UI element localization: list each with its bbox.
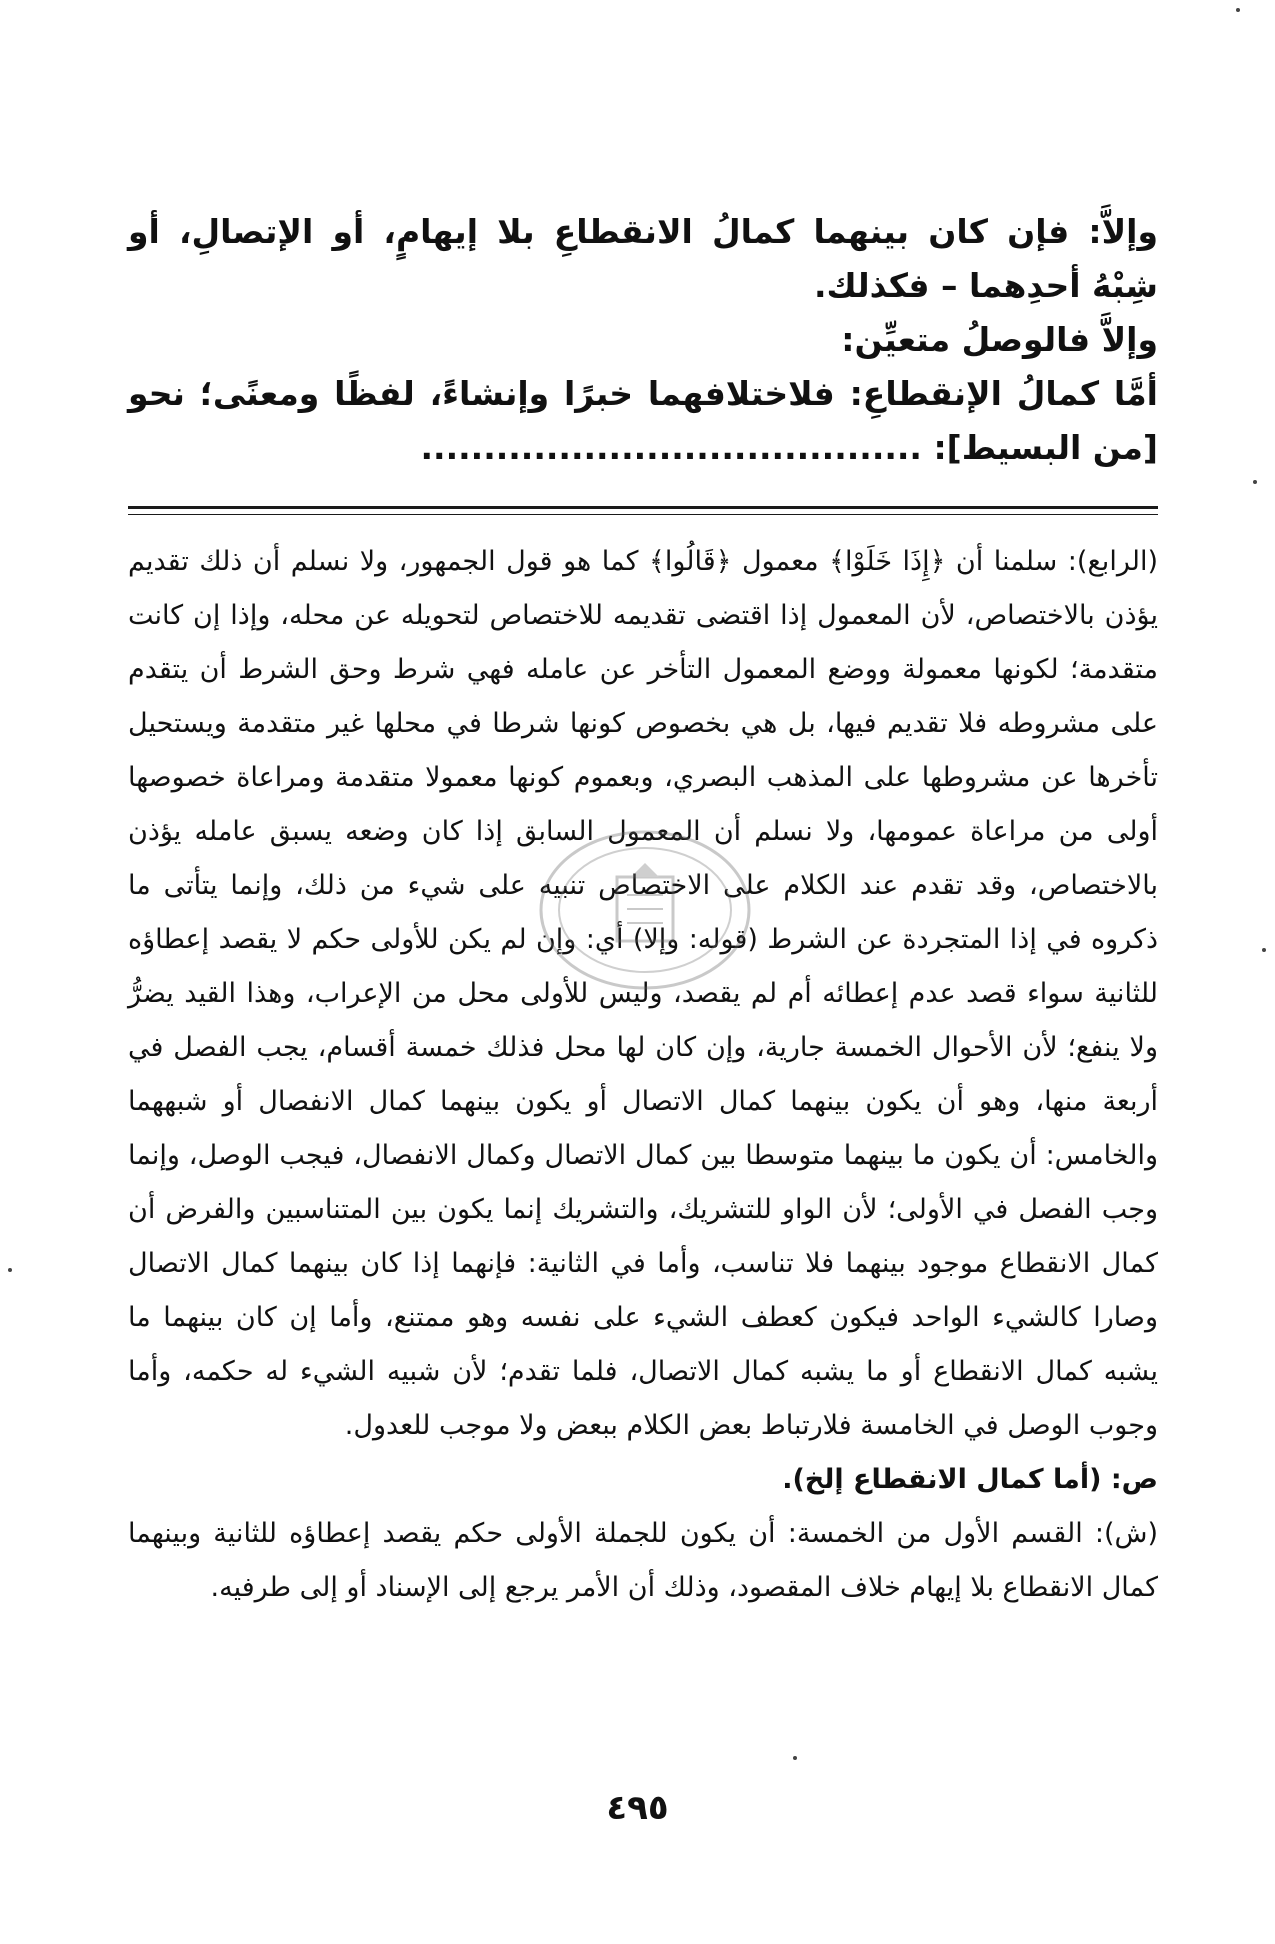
commentary-block [128, 535, 1158, 1615]
main-text-line-3: أمَّا كمالُ الإنقطاعِ: فلاختلافهما خبرًا وإنشاءً، لفظًا ومعنًى؛ نحو [من البسيط]: ........................................ [128, 374, 1158, 467]
scan-speck [1262, 948, 1266, 952]
scan-speck [8, 1268, 12, 1272]
commentary-paragraph-2: (ش): القسم الأول من الخمسة: أن يكون للجملة الأولى حكم يقصد إعطاؤه للثانية وبينهما كمال الانقطاع بلا إيهام خلاف المقصود، وذلك أن الأمر يرجع إلى الإسناد أو إلى طرفيه. [128, 1518, 1158, 1603]
commentary-heading: ص: (أما كمال الانقطاع إلخ). [782, 1464, 1158, 1495]
library-watermark-seal [535, 825, 755, 995]
scan-speck [1236, 8, 1240, 12]
main-text-block [128, 205, 1158, 475]
scan-speck [1253, 480, 1257, 484]
main-text-line-2: وإلاَّ فالوصلُ متعيِّن: [841, 320, 1158, 359]
section-divider-thin [128, 514, 1158, 515]
scan-speck [793, 1756, 797, 1760]
section-divider [128, 506, 1158, 509]
main-text-line-1: وإلاَّ: فإن كان بينهما كمالُ الانقطاعِ بلا إيهامٍ، أو الإتصالِ، أو شِبْهُ أحدِهما – فكذلك. [128, 212, 1158, 305]
page-number: ٤٩٥ [606, 1788, 669, 1828]
commentary-paragraph-1: (الرابع): سلمنا أن ﴿إِذَا خَلَوْا﴾ معمول ﴿قَالُوا﴾ كما هو قول الجمهور، ولا نسلم أن ذلك تقديم يؤذن بالاختصاص، لأن المعمول إذا اقتضى تقديمه للاختصاص لتحويله عن محله، وإذا إن كانت متقدمة؛ لكونها معمولة ووضع المعمول التأخر عن عامله فهي شرط وحق الشرط أن يتقدم على مشروطه فلا تقديم فيها، بل هي بخصوص كونها شرطا في محلها غير متقدمة ويستحيل تأخرها عن مشروطها على المذهب البصري، وبعموم كونها معمولا متقدمة ومراعاة خصوصها أولى من مراعاة عمومها، ولا نسلم أن المعمول السابق إذا كان وضعه يسبق عامله يؤذن بالاختصاص، وقد تقدم عند الكلام على الاختصاص تنبيه على شيء من ذلك، وإنما يتأتى ما ذكروه في إذا المتجردة عن الشرط (قوله: وإلا) أي: وإن لم يكن للأولى حكم لا يقصد إعطاؤه للثانية سواء قصد عدم إعطائه أم لم يقصد، وليس للأولى محل من الإعراب، وهذا القيد يضرُّ ولا ينفع؛ لأن الأحوال الخمسة جارية، وإن كان لها محل فذلك خمسة أقسام، يجب الفصل في أربعة منها، وهو أن يكون بينهما كمال الاتصال أو يكون بينهما كمال الانفصال أو شبههما والخامس: أن يكون ما بينهما متوسطا بين كمال الاتصال وكمال الانفصال، فيجب الوصل، وإنما وجب الفصل في الأولى؛ لأن الواو للتشريك، والتشريك إنما يكون بين المتناسبين والفرض أن كمال الانقطاع موجود بينهما فلا تناسب، وأما في الثانية: فإنهما إذا كان بينهما كمال الاتصال وصارا كالشيء الواحد فيكون كعطف الشيء على نفسه وهو ممتنع، وأما إن كان بينهما ما يشبه كمال الانقطاع أو ما يشبه كمال الاتصال، فلما تقدم؛ لأن شبيه الشيء له حكمه، وأما وجوب الوصل في الخامسة فلارتباط بعض الكلام ببعض ولا موجب للعدول. [128, 546, 1158, 1441]
